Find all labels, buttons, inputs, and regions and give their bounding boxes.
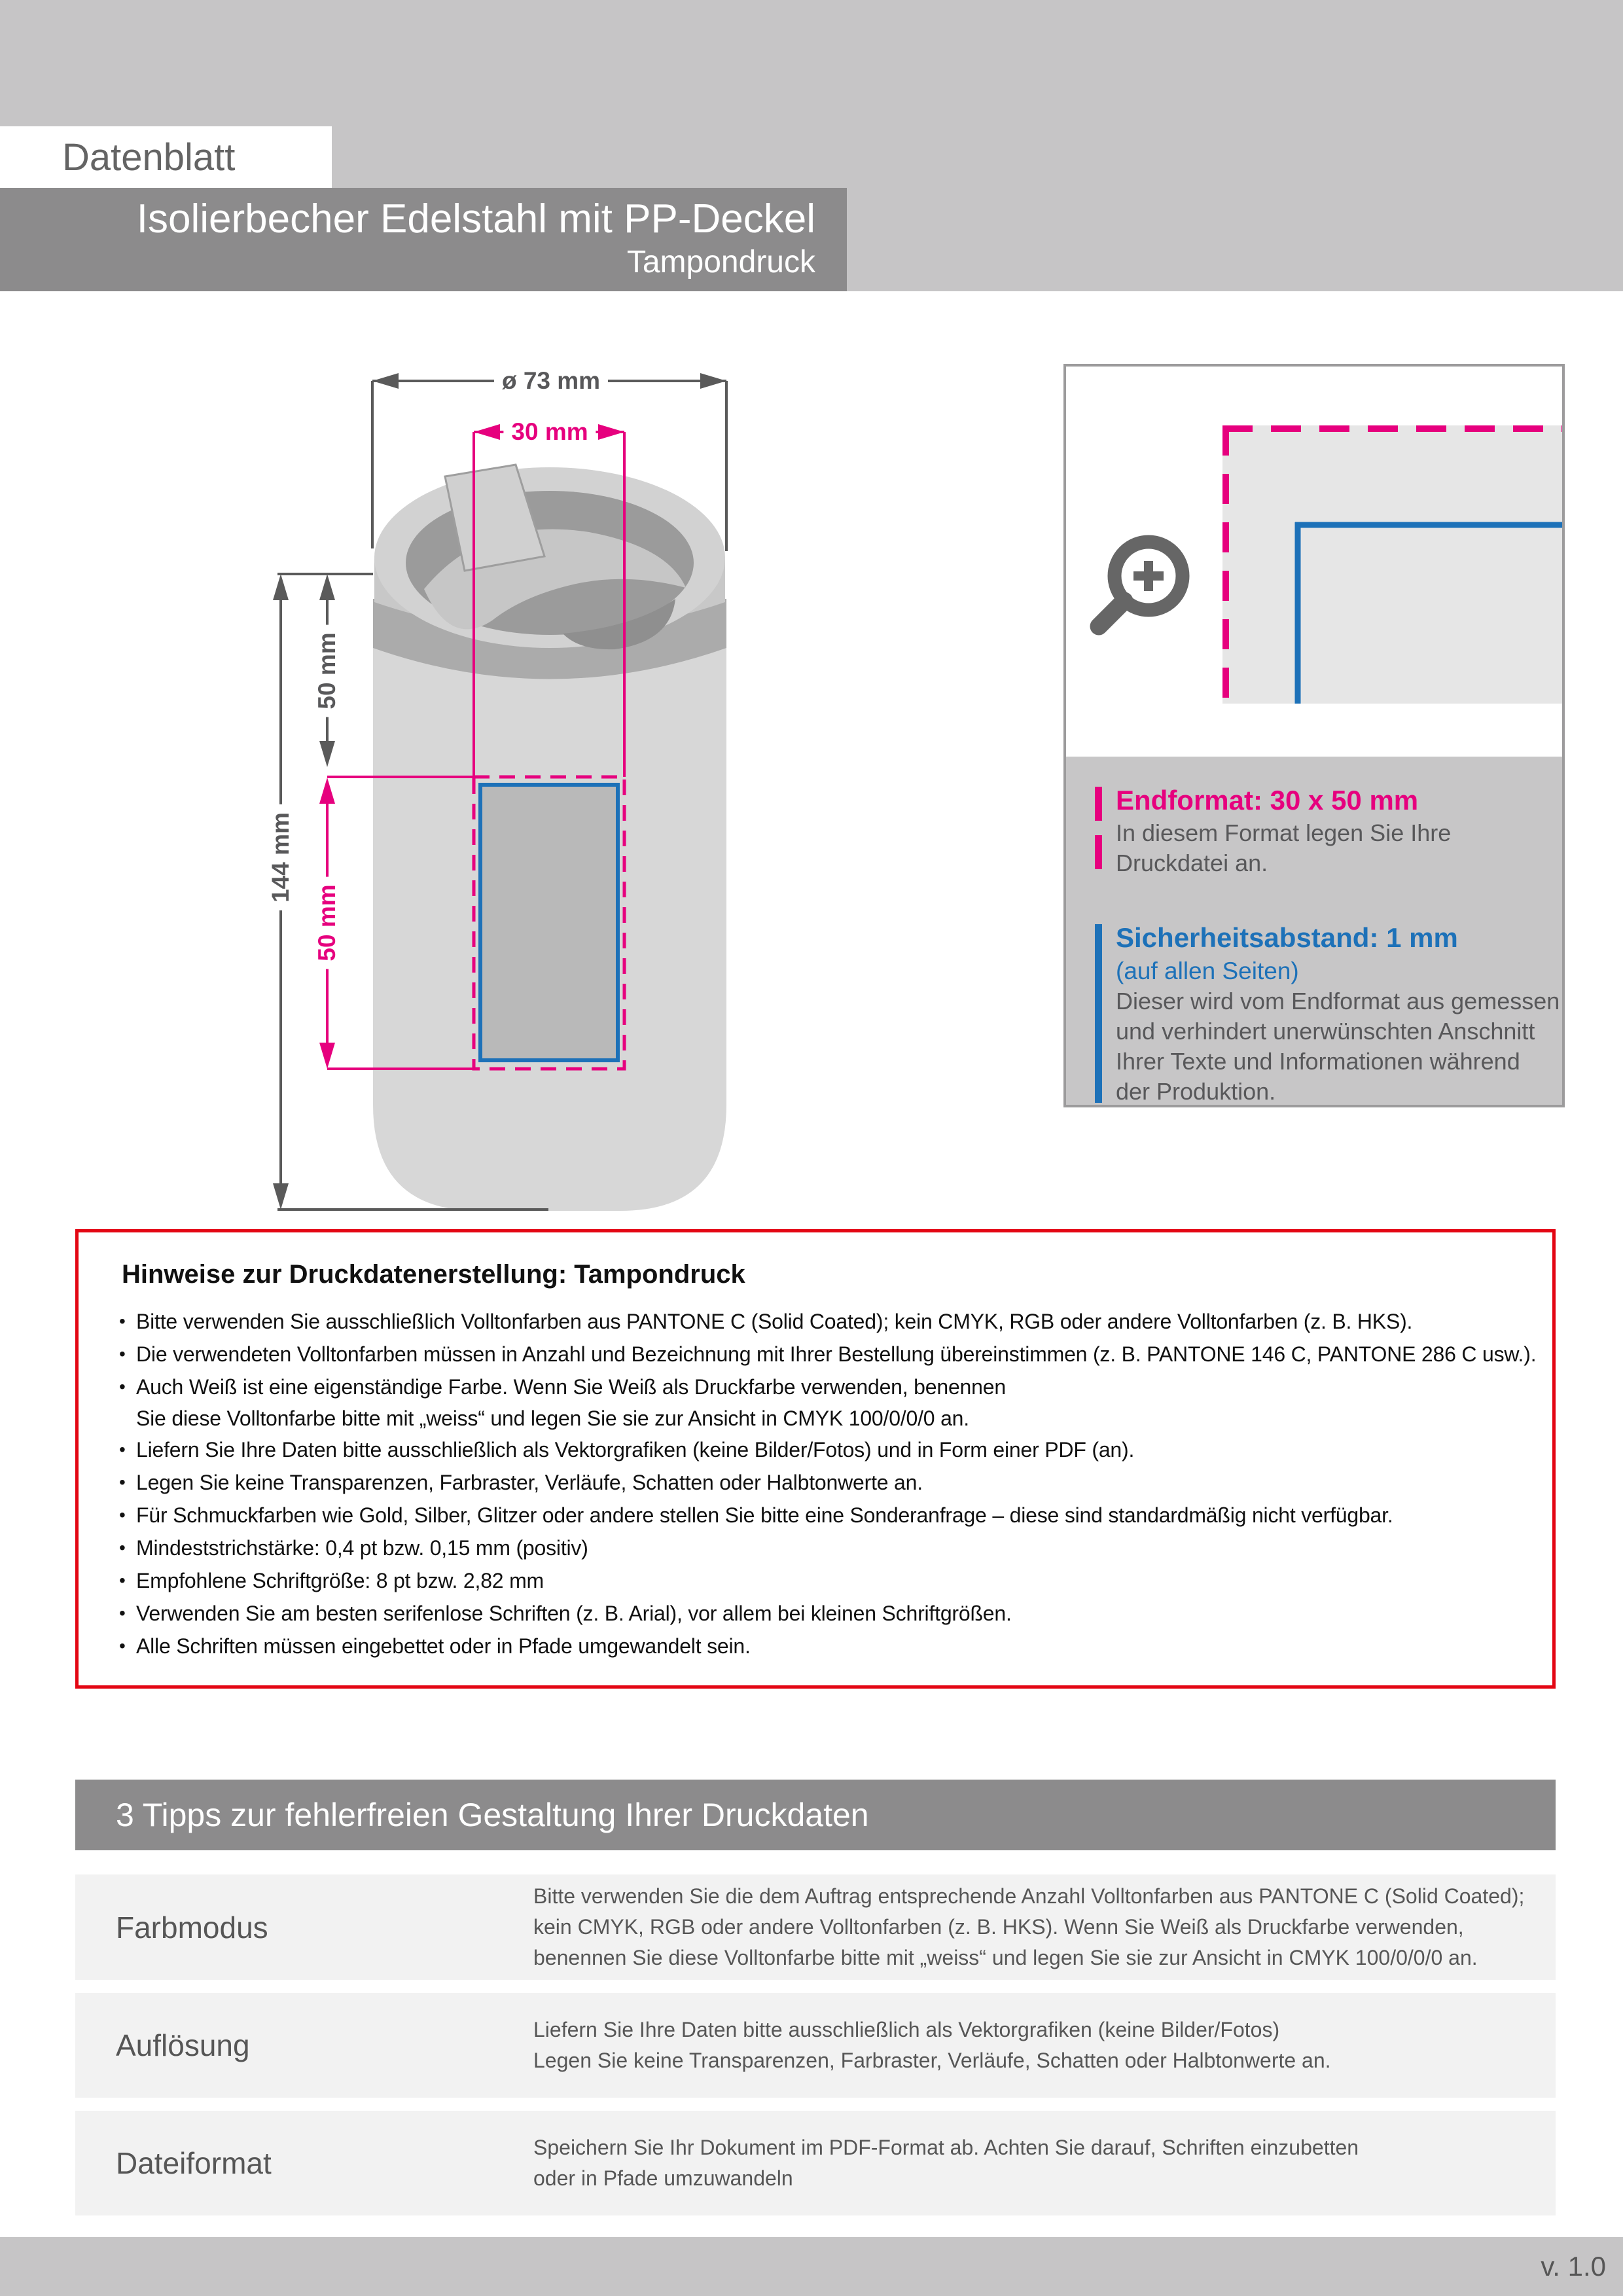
print-height-dimension-label: 50 mm [313, 876, 341, 969]
total-height-dimension-label: 144 mm [267, 804, 294, 910]
tip-description [533, 1993, 1556, 2098]
tip-label: Farbmodus [116, 1910, 268, 1945]
hint-item-continuation: Sie diese Volltonfarbe bitte mit „weiss“ und legen Sie sie zur Ansicht in CMYK 100/0/0/0 an. [136, 1407, 969, 1430]
safety-info [1095, 920, 1560, 1107]
endformat-marker-bar [1095, 787, 1102, 874]
hint-item: • Auch Weiß ist eine eigenständige Farbe. Wenn Sie Weiß als Druckfarbe verwenden, benennen [118, 1371, 1529, 1403]
tip-text-line: benennen Sie diese Volltonfarbe bitte mit „weiss“ und legen Sie sie zur Ansicht in CMYK 100/0/0/0 an. [533, 1946, 1478, 1969]
endformat-heading: Endformat: 30 x 50 mm [1116, 785, 1419, 816]
hint-item: • Alle Schriften müssen eingebettet oder in Pfade umgewandelt sein. [118, 1630, 1529, 1662]
safety-text-line: und verhindert unerwünschten Anschnitt [1116, 1018, 1535, 1045]
tip-row-dateiformat [75, 2111, 1556, 2215]
tip-text-line: oder in Pfade umzuwandeln [533, 2166, 793, 2190]
hint-item: • Empfohlene Schriftgröße: 8 pt bzw. 2,82 mm [118, 1564, 1529, 1597]
safety-subheading: (auf allen Seiten) [1116, 958, 1299, 984]
safety-text-line: der Produktion. [1116, 1078, 1276, 1105]
upper-height-dimension-label: 50 mm [313, 624, 341, 717]
tip-row-farbmodus [75, 1874, 1556, 1980]
tip-text-line: Speichern Sie Ihr Dokument im PDF-Format ab. Achten Sie darauf, Schriften einzubetten [533, 2136, 1359, 2159]
tip-text-line: Liefern Sie Ihre Daten bitte ausschließlich als Vektorgrafiken (keine Bilder/Fotos) [533, 2018, 1280, 2041]
page-title: Isolierbecher Edelstahl mit PP-Deckel [136, 196, 815, 242]
hints-list [118, 1305, 1537, 1662]
zoom-detail-area [1066, 367, 1562, 757]
hints-title: Hinweise zur Druckdatenerstellung: Tampondruck [122, 1260, 745, 1289]
tip-text-line: Bitte verwenden Sie die dem Auftrag entsprechende Anzahl Volltonfarben aus PANTONE C (Solid Coated); [533, 1884, 1525, 1908]
tip-row-aufloesung [75, 1993, 1556, 2098]
footer-bar [0, 2237, 1623, 2296]
magnifier-icon [1099, 542, 1183, 626]
detail-background [1222, 425, 1562, 704]
tip-text-line: kein CMYK, RGB oder andere Volltonfarben (z. B. HKS). Wenn Sie Weiß als Druckfarbe verwenden, [533, 1915, 1464, 1939]
print-format-box [1063, 364, 1565, 1107]
endformat-text-line: Druckdatei an. [1116, 850, 1268, 876]
technical-drawing [249, 340, 772, 1217]
safety-marker-bar [1095, 924, 1102, 1103]
hint-item: • Legen Sie keine Transparenzen, Farbraster, Verläufe, Schatten oder Halbtonwerte an. [118, 1466, 1529, 1499]
diameter-dimension-label: ø 73 mm [494, 367, 608, 395]
safety-heading: Sicherheitsabstand: 1 mm [1116, 922, 1458, 953]
hint-item: • Bitte verwenden Sie ausschließlich Volltonfarben aus PANTONE C (Solid Coated); kein CMYK, RGB oder andere Volltonfarben (z. B. HKS). [118, 1305, 1529, 1338]
print-zone-fill [480, 785, 618, 1060]
tip-label: Dateiformat [116, 2146, 272, 2180]
hint-item: • Für Schmuckfarben wie Gold, Silber, Glitzer oder andere stellen Sie bitte eine Sonderanfrage – diese sind standardmäßig nicht verfügbar. [118, 1499, 1529, 1532]
tip-text-line: Legen Sie keine Transparenzen, Farbraster, Verläufe, Schatten oder Halbtonwerte an. [533, 2049, 1331, 2072]
zoom-detail-graphic [1066, 367, 1562, 757]
print-data-hints-box [75, 1229, 1556, 1689]
tips-header-bar [75, 1780, 1556, 1850]
endformat-info [1095, 783, 1543, 878]
print-width-dimension-label: 30 mm [503, 418, 596, 446]
hint-item: • Verwenden Sie am besten serifenlose Schriften (z. B. Arial), vor allem bei kleinen Schriftgrößen. [118, 1597, 1529, 1630]
title-bar [0, 188, 847, 291]
tip-description [533, 1874, 1556, 1980]
endformat-text-line: In diesem Format legen Sie Ihre [1116, 819, 1452, 846]
hint-item: • Mindeststrichstärke: 0,4 pt bzw. 0,15 mm (positiv) [118, 1532, 1529, 1564]
version-label: v. 1.0 [1541, 2251, 1606, 2282]
safety-text-line: Ihrer Texte und Informationen während [1116, 1048, 1520, 1075]
cup-dimension-graphic [249, 340, 772, 1217]
hint-item: • Die verwendeten Volltonfarben müssen in Anzahl und Bezeichnung mit Ihrer Bestellung übereinstimmen (z. B. PANTONE 146 C, PANTONE 286 C usw.). [118, 1338, 1529, 1371]
safety-text-line: Dieser wird vom Endformat aus gemessen [1116, 988, 1560, 1014]
page-subtitle: Tampondruck [626, 245, 815, 279]
hint-item: • Liefern Sie Ihre Daten bitte ausschließlich als Vektorgrafiken (keine Bilder/Fotos) und in Form einer PDF (an). [118, 1433, 1529, 1466]
doc-type-box [0, 126, 332, 188]
format-info-panel [1066, 757, 1562, 1105]
tip-label: Auflösung [116, 2028, 250, 2062]
tip-description [533, 2111, 1556, 2215]
tips-title: 3 Tipps zur fehlerfreien Gestaltung Ihrer Druckdaten [116, 1797, 869, 1833]
doc-type-label: Datenblatt [62, 135, 236, 179]
